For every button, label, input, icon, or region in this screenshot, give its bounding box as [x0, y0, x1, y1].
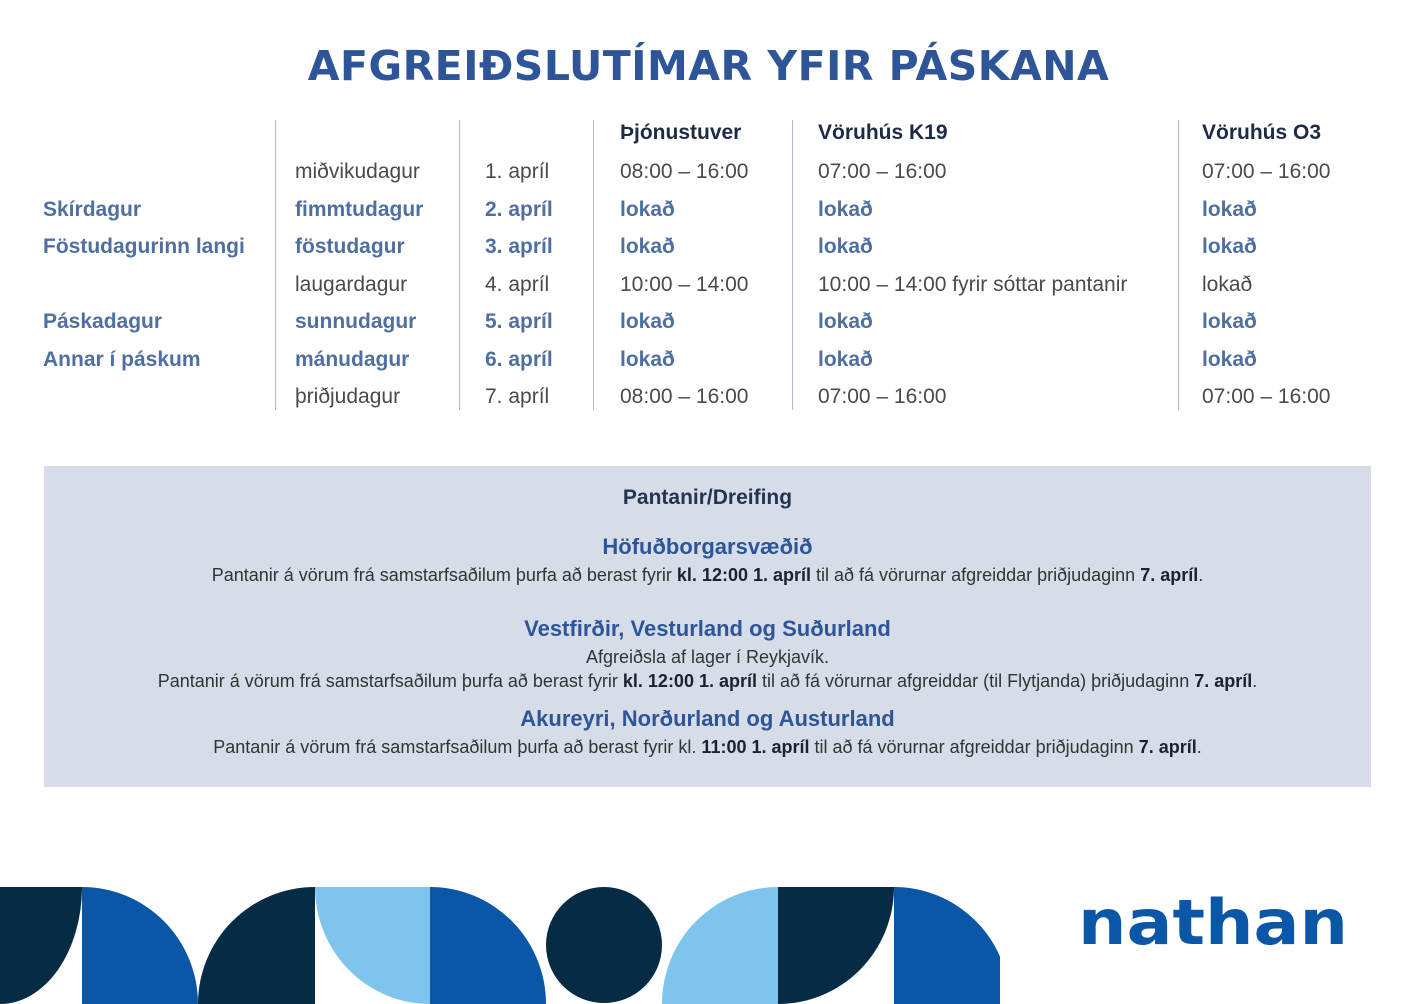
header-warehouse-k19: Vöruhús K19	[818, 121, 948, 144]
table-row	[0, 348, 1417, 386]
date-cell: 2. apríl	[485, 198, 553, 221]
circle-shape	[546, 887, 662, 1003]
quarter-circle-shape	[430, 887, 546, 1004]
service-desk-hours: 08:00 – 16:00	[620, 160, 749, 183]
date-cell: 6. apríl	[485, 348, 553, 371]
region-west-note: Afgreiðsla af lager í Reykjavík.	[585, 647, 830, 667]
table-row	[0, 160, 1417, 198]
service-desk-hours: lokað	[620, 235, 675, 258]
date-cell: 1. apríl	[485, 160, 550, 183]
quarter-circle-shape	[198, 887, 315, 1004]
holiday-name: Páskadagur	[43, 310, 163, 333]
weekday-cell: þriðjudagur	[295, 385, 401, 408]
warehouse-k19-hours: 10:00 – 14:00 fyrir sóttar pantanir	[818, 273, 1128, 296]
warehouse-k19-hours: lokað	[818, 348, 873, 371]
orders-distribution-box	[44, 466, 1371, 787]
weekday-cell: mánudagur	[295, 348, 410, 371]
quarter-circle-shape	[0, 887, 82, 1004]
quarter-circle-shape	[82, 887, 198, 1004]
table-row	[0, 198, 1417, 236]
date-cell: 7. apríl	[485, 385, 550, 408]
region-capital-text: Pantanir á vörum frá samstarfsaðilum þurfa að berast fyrir kl. 12:00 1. apríl til að fá vörurnar afgreiddar þriðjudaginn 7. apríl.	[211, 565, 1204, 585]
warehouse-k19-hours: 07:00 – 16:00	[818, 160, 947, 183]
nathan-logo	[1078, 894, 1350, 950]
quarter-circle-shape	[778, 887, 894, 1004]
holiday-name: Skírdagur	[43, 198, 142, 221]
page-title: AFGREIÐSLUTÍMAR YFIR PÁSKANA	[307, 42, 1110, 90]
region-north-title: Akureyri, Norðurland og Austurland	[520, 706, 895, 731]
quarter-circle-shape	[662, 887, 778, 1004]
date-cell: 3. apríl	[485, 235, 553, 258]
warehouse-o3-hours: lokað	[1202, 235, 1257, 258]
service-desk-hours: lokað	[620, 310, 675, 333]
region-capital-title: Höfuðborgarsvæðið	[602, 534, 813, 559]
region-west-title: Vestfirðir, Vesturland og Suðurland	[524, 616, 891, 641]
warehouse-k19-hours: lokað	[818, 198, 873, 221]
service-desk-hours: lokað	[620, 198, 675, 221]
weekday-cell: miðvikudagur	[295, 160, 420, 183]
weekday-cell: fimmtudagur	[295, 198, 424, 221]
warehouse-o3-hours: lokað	[1202, 273, 1253, 296]
table-row	[0, 385, 1417, 423]
warehouse-o3-hours: lokað	[1202, 348, 1257, 371]
warehouse-k19-hours: lokað	[818, 235, 873, 258]
holiday-name: Annar í páskum	[43, 348, 201, 371]
warehouse-k19-hours: lokað	[818, 310, 873, 333]
holiday-name: Föstudagurinn langi	[43, 235, 245, 258]
service-desk-hours: 10:00 – 14:00	[620, 273, 749, 296]
weekday-cell: sunnudagur	[295, 310, 417, 333]
table-row	[0, 235, 1417, 273]
region-west-text: Pantanir á vörum frá samstarfsaðilum þurfa að berast fyrir kl. 12:00 1. apríl til að fá vörurnar afgreiddar (til Flytjanda) þriðjudaginn 7. apríl.	[157, 671, 1258, 691]
warehouse-o3-hours: lokað	[1202, 310, 1257, 333]
warehouse-o3-hours: 07:00 – 16:00	[1202, 160, 1331, 183]
header-service-desk: Þjónustuver	[620, 121, 742, 144]
warehouse-o3-hours: lokað	[1202, 198, 1257, 221]
weekday-cell: laugardagur	[295, 273, 408, 296]
service-desk-hours: lokað	[620, 348, 675, 371]
service-desk-hours: 08:00 – 16:00	[620, 385, 749, 408]
table-row	[0, 310, 1417, 348]
warehouse-o3-hours: 07:00 – 16:00	[1202, 385, 1331, 408]
table-row	[0, 273, 1417, 311]
decorative-shapes	[0, 887, 1000, 1004]
date-cell: 4. apríl	[485, 273, 550, 296]
header-warehouse-o3: Vöruhús O3	[1202, 121, 1322, 144]
quarter-circle-shape	[894, 887, 1000, 1004]
svg-text:nathan: nathan	[1078, 894, 1348, 950]
date-cell: 5. apríl	[485, 310, 553, 333]
warehouse-k19-hours: 07:00 – 16:00	[818, 385, 947, 408]
orders-heading: Pantanir/Dreifing	[622, 486, 793, 509]
region-north-text: Pantanir á vörum frá samstarfsaðilum þurfa að berast fyrir kl. 11:00 1. apríl til að fá vörurnar afgreiddar þriðjudaginn 7. apríl.	[213, 737, 1202, 757]
weekday-cell: föstudagur	[295, 235, 405, 258]
quarter-circle-shape	[315, 887, 430, 1004]
